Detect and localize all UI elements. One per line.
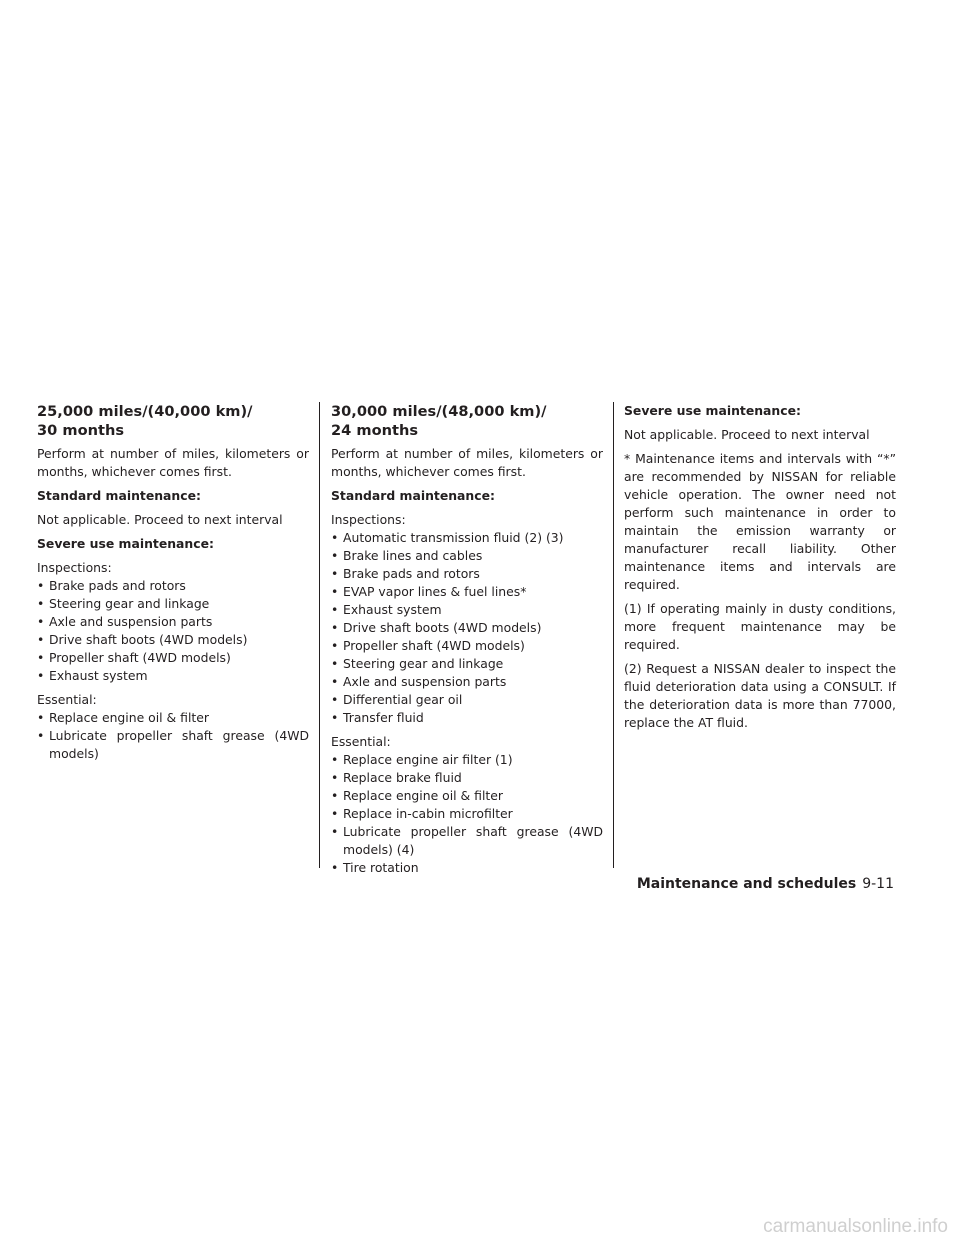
list-item: • Axle and suspension parts bbox=[37, 613, 309, 631]
list-item: • Brake pads and rotors bbox=[37, 577, 309, 595]
heading-line-1: 30,000 miles/(48,000 km)/ bbox=[331, 403, 547, 420]
list-item: • Automatic transmission fluid (2) (3) bbox=[331, 529, 603, 547]
list-item: • Propeller shaft (4WD models) bbox=[331, 637, 603, 655]
intro-text: Perform at number of miles, kilometers or months, whichever comes first. bbox=[37, 446, 309, 479]
inspections-label: Inspections: bbox=[331, 512, 406, 527]
list-item: • Transfer fluid bbox=[331, 709, 603, 727]
list-item: • Replace engine oil & filter bbox=[331, 787, 603, 805]
essential-label: Essential: bbox=[37, 692, 97, 707]
interval-heading bbox=[37, 402, 309, 440]
watermark: carmanualsonline.info bbox=[763, 1216, 948, 1237]
page-number: 9-11 bbox=[862, 876, 894, 892]
list-item: • Axle and suspension parts bbox=[331, 673, 603, 691]
column-25000-miles bbox=[37, 402, 309, 769]
heading-line-1: 25,000 miles/(40,000 km)/ bbox=[37, 403, 253, 420]
list-item: • Steering gear and linkage bbox=[37, 595, 309, 613]
list-item: • Exhaust system bbox=[331, 601, 603, 619]
list-item: • Differential gear oil bbox=[331, 691, 603, 709]
note-star: * Maintenance items and intervals with “*” are recommended by NISSAN for reliable vehicle operation. The owner need not perform such maintenance in order to maintain the emission warranty or manufacturer recall liability. Other maintenance items and intervals are required. bbox=[624, 451, 896, 592]
list-item: • Brake pads and rotors bbox=[331, 565, 603, 583]
inspections-list bbox=[331, 529, 603, 727]
intro-text: Perform at number of miles, kilometers or months, whichever comes first. bbox=[331, 446, 603, 479]
list-item: • Replace engine oil & filter bbox=[37, 709, 309, 727]
list-item: • Replace brake fluid bbox=[331, 769, 603, 787]
interval-heading bbox=[331, 402, 603, 440]
heading-line-2: 24 months bbox=[331, 422, 419, 439]
essential-list bbox=[331, 751, 603, 877]
note-1: (1) If operating mainly in dusty conditions, more frequent maintenance may be required. bbox=[624, 601, 896, 652]
list-item: • Brake lines and cables bbox=[331, 547, 603, 565]
section-title: Maintenance and schedules bbox=[636, 876, 857, 892]
list-item: • Replace engine air filter (1) bbox=[331, 751, 603, 769]
severe-title: Severe use maintenance: bbox=[37, 536, 214, 551]
list-item: • Tire rotation bbox=[331, 859, 603, 877]
inspections-label: Inspections: bbox=[37, 560, 112, 575]
essential-list bbox=[37, 709, 309, 763]
list-item: • Replace in-cabin microfilter bbox=[331, 805, 603, 823]
list-item: • Lubricate propeller shaft grease (4WD models) (4) bbox=[331, 823, 603, 859]
column-divider bbox=[613, 402, 614, 868]
list-item: • Exhaust system bbox=[37, 667, 309, 685]
standard-title: Standard maintenance: bbox=[331, 488, 495, 503]
inspections-list bbox=[37, 577, 309, 685]
list-item: • EVAP vapor lines & fuel lines* bbox=[331, 583, 603, 601]
essential-label: Essential: bbox=[331, 734, 391, 749]
severe-title: Severe use maintenance: bbox=[624, 403, 801, 418]
severe-text: Not applicable. Proceed to next interval bbox=[624, 427, 870, 442]
standard-text: Not applicable. Proceed to next interval bbox=[37, 512, 283, 527]
list-item: • Steering gear and linkage bbox=[331, 655, 603, 673]
list-item: • Drive shaft boots (4WD models) bbox=[37, 631, 309, 649]
page-footer bbox=[637, 876, 894, 892]
column-divider bbox=[319, 402, 320, 868]
column-notes bbox=[624, 402, 896, 738]
list-item: • Propeller shaft (4WD models) bbox=[37, 649, 309, 667]
note-2: (2) Request a NISSAN dealer to inspect the fluid deterioration data using a CONSULT. If the deterioration data is more than 77000, replace the AT fluid. bbox=[624, 661, 896, 730]
standard-title: Standard maintenance: bbox=[37, 488, 201, 503]
heading-line-2: 30 months bbox=[37, 422, 125, 439]
list-item: • Lubricate propeller shaft grease (4WD models) bbox=[37, 727, 309, 763]
list-item: • Drive shaft boots (4WD models) bbox=[331, 619, 603, 637]
column-30000-miles bbox=[331, 402, 603, 883]
